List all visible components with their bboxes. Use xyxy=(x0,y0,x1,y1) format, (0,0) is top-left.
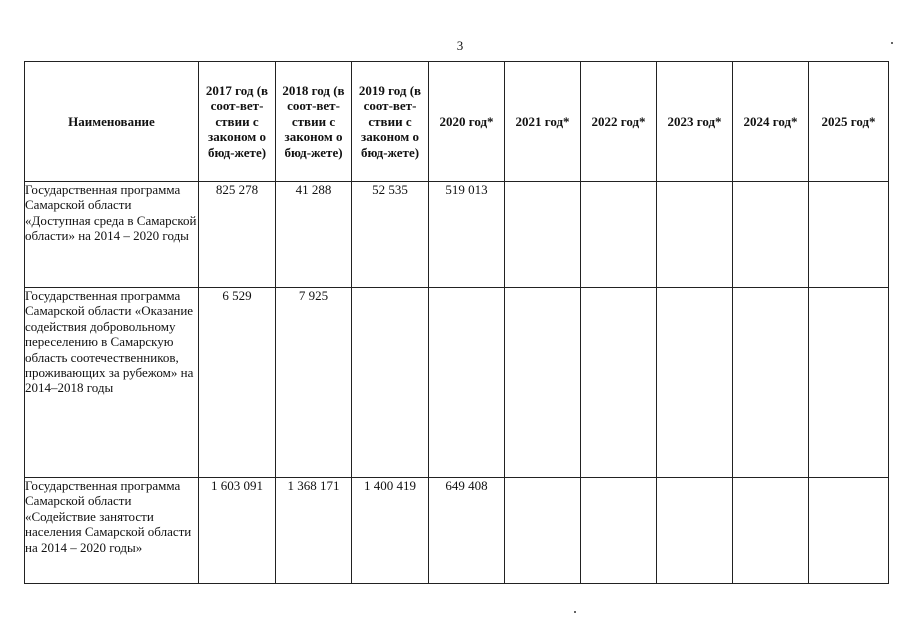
table-row xyxy=(25,288,889,478)
value-2020: 649 408 xyxy=(429,478,505,584)
scan-speck xyxy=(891,42,893,44)
value-2017: 825 278 xyxy=(199,182,276,288)
value-2022 xyxy=(581,182,657,288)
page-number: 3 xyxy=(456,38,464,53)
value-2020 xyxy=(429,288,505,478)
table-row xyxy=(25,478,889,584)
value-2019 xyxy=(352,288,429,478)
program-name: Государственная программа Самарской области «Содействие занятости населения Самарской области на 2014 – 2020 годы» xyxy=(25,478,199,584)
value-2023 xyxy=(657,478,733,584)
value-2021 xyxy=(505,182,581,288)
value-2017: 1 603 091 xyxy=(199,478,276,584)
value-2025 xyxy=(809,182,889,288)
header-2021: 2021 год* xyxy=(505,62,581,182)
table-row xyxy=(25,182,889,288)
value-2019: 1 400 419 xyxy=(352,478,429,584)
scan-speck xyxy=(574,611,576,613)
value-2021 xyxy=(505,478,581,584)
value-2019: 52 535 xyxy=(352,182,429,288)
value-2018: 1 368 171 xyxy=(276,478,352,584)
value-2024 xyxy=(733,182,809,288)
value-2024 xyxy=(733,288,809,478)
header-2020: 2020 год* xyxy=(429,62,505,182)
value-2023 xyxy=(657,288,733,478)
value-2017: 6 529 xyxy=(199,288,276,478)
header-2019: 2019 год (в соот-вет-ствии с законом о бюд-жете) xyxy=(352,62,429,182)
header-2023: 2023 год* xyxy=(657,62,733,182)
program-name: Государственная программа Самарской области «Доступная среда в Самарской области» на 2014 – 2020 годы xyxy=(25,182,199,288)
budget-table xyxy=(24,61,889,584)
table-header-row xyxy=(25,62,889,182)
value-2025 xyxy=(809,288,889,478)
value-2021 xyxy=(505,288,581,478)
value-2020: 519 013 xyxy=(429,182,505,288)
value-2018: 7 925 xyxy=(276,288,352,478)
header-name: Наименование xyxy=(25,62,199,182)
value-2024 xyxy=(733,478,809,584)
value-2022 xyxy=(581,478,657,584)
program-name: Государственная программа Самарской области «Оказание содействия добровольному переселению в Самарскую область соотечественников, проживающих за рубежом» на 2014–2018 годы xyxy=(25,288,199,478)
value-2025 xyxy=(809,478,889,584)
header-2018: 2018 год (в соот-вет-ствии с законом о бюд-жете) xyxy=(276,62,352,182)
header-2022: 2022 год* xyxy=(581,62,657,182)
header-2024: 2024 год* xyxy=(733,62,809,182)
header-2017: 2017 год (в соот-вет-ствии с законом о бюд-жете) xyxy=(199,62,276,182)
header-2025: 2025 год* xyxy=(809,62,889,182)
value-2022 xyxy=(581,288,657,478)
value-2018: 41 288 xyxy=(276,182,352,288)
value-2023 xyxy=(657,182,733,288)
